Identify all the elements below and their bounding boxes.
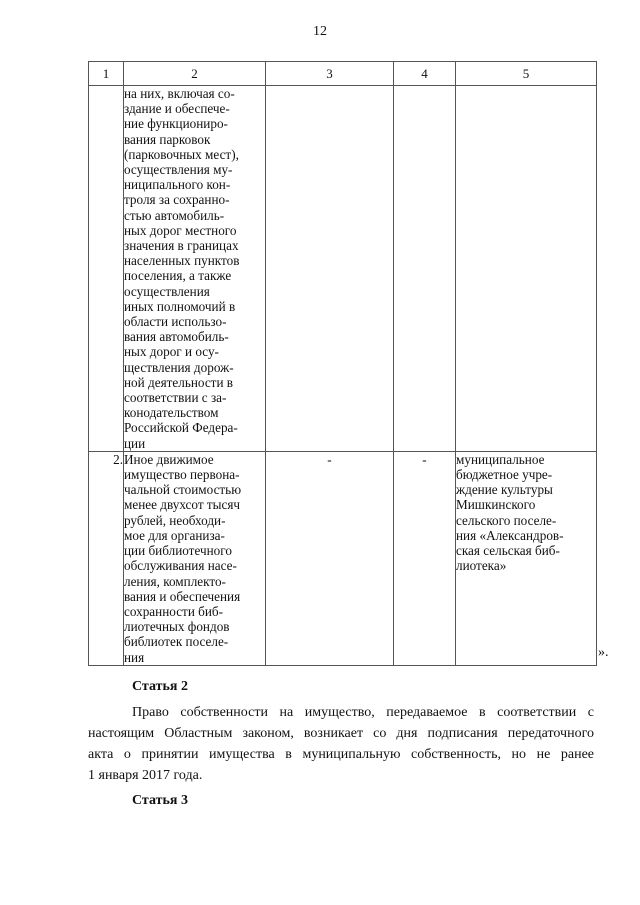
- row2-name-line: рублей, необходи-: [124, 512, 226, 528]
- article-3-title: Статья 3: [132, 793, 188, 808]
- row1-name-text: [124, 86, 265, 451]
- row1-name-line: стью автомобиль-: [124, 207, 225, 223]
- row2-name-text: [124, 452, 265, 665]
- row2-number: 2.: [89, 451, 124, 665]
- row1-name-line: ции: [124, 435, 146, 451]
- row2-col4: -: [394, 451, 456, 665]
- page-number: 12: [313, 24, 327, 39]
- row1-name-line: ных дорог и осу-: [124, 344, 219, 360]
- row2-name-line: сохранности биб-: [124, 603, 224, 619]
- row1-col3-cell: [266, 86, 394, 452]
- row1-name-line: вания автомобиль-: [124, 329, 229, 345]
- row2-recipient-text: [456, 452, 596, 574]
- article-2-line-2: настоящим Областным законом, возникает со дня подписания передаточного: [88, 726, 594, 741]
- row1-name-line: осуществления му-: [124, 162, 233, 178]
- row2-name-line: обслуживания насе-: [124, 558, 237, 574]
- row1-name-line: поселения, а также: [124, 268, 232, 284]
- header-cell-1: 1: [89, 62, 124, 86]
- row1-name-line: области использо-: [124, 314, 227, 330]
- article-2-title: Статья 2: [132, 679, 188, 694]
- row1-number-cell: [89, 86, 124, 452]
- row2-name-line: ции библиотечного: [124, 543, 232, 559]
- row1-name-line: ниципального кон-: [124, 177, 231, 193]
- row2-recipient-line: бюджетное учре-: [456, 467, 553, 483]
- article-2-text: [88, 702, 594, 786]
- row1-name-line: соответствии с за-: [124, 390, 227, 406]
- row1-name-line: Российской Федера-: [124, 420, 238, 436]
- table-header-row: [89, 62, 597, 86]
- row2-name-line: ления, комплекто-: [124, 573, 226, 589]
- header-cell-5: 5: [456, 62, 597, 86]
- row2-name-line: имущество первона-: [124, 467, 240, 483]
- row2-name-line: ния: [124, 649, 145, 665]
- row1-name-line: вания парковок: [124, 131, 211, 147]
- row2-name-line: вания и обеспечения: [124, 588, 241, 604]
- row1-name-line: на них, включая со-: [124, 86, 235, 101]
- closing-quote: ».: [598, 645, 609, 660]
- row1-name-line: (парковочных мест),: [124, 146, 239, 162]
- row2-recipient-line: лиотека»: [456, 558, 507, 574]
- row2-recipient-line: сельского поселе-: [456, 512, 557, 528]
- row1-col4-cell: [394, 86, 456, 452]
- header-cell-4: 4: [394, 62, 456, 86]
- row2-name-cell: [124, 451, 266, 665]
- property-table: [88, 61, 597, 666]
- row1-name-cell: [124, 86, 266, 452]
- row2-name-line: библиотек поселе-: [124, 634, 229, 650]
- row2-recipient-cell: [456, 451, 597, 665]
- row2-name-line: чальной стоимостью: [124, 482, 242, 498]
- row1-name-line: здание и обеспече-: [124, 101, 230, 117]
- row2-col3: -: [266, 451, 394, 665]
- row1-name-line: ние функциониро-: [124, 116, 228, 132]
- row1-name-line: ществления дорож-: [124, 359, 234, 375]
- row1-name-line: значения в границах: [124, 238, 239, 254]
- row1-name-line: ных дорог местного: [124, 222, 237, 238]
- row1-name-line: ной деятельности в: [124, 374, 234, 390]
- article-2-line-4: 1 января 2017 года.: [88, 768, 203, 783]
- header-cell-2: 2: [124, 62, 266, 86]
- row1-col5-cell: [456, 86, 597, 452]
- article-2-line-3: акта о принятии имущества в муниципальную собственность, но не ранее: [88, 747, 594, 762]
- row1-name-line: иных полномочий в: [124, 298, 236, 314]
- row2-recipient-line: муниципальное: [456, 451, 545, 467]
- row2-name-line: лиотечных фондов: [124, 619, 230, 635]
- row1-name-line: осуществления: [124, 283, 210, 299]
- row2-name-line: менее двухсот тысяч: [124, 497, 241, 513]
- table-row-continued: [89, 86, 597, 452]
- table-row-2: [89, 451, 597, 665]
- row2-recipient-line: ждение культуры: [456, 482, 553, 498]
- row2-recipient-line: ния «Александров-: [456, 527, 564, 543]
- row1-name-line: конодательством: [124, 405, 219, 421]
- article-2-line-1: Право собственности на имущество, передаваемое в соответствии с: [132, 705, 594, 720]
- row2-name-line: Иное движимое: [124, 451, 214, 467]
- row2-recipient-line: Мишкинского: [456, 497, 536, 513]
- row2-recipient-line: ская сельская биб-: [456, 543, 560, 559]
- row2-name-line: мое для организа-: [124, 527, 225, 543]
- header-cell-3: 3: [266, 62, 394, 86]
- row1-name-line: населенных пунктов: [124, 253, 240, 269]
- row1-name-line: троля за сохранно-: [124, 192, 230, 208]
